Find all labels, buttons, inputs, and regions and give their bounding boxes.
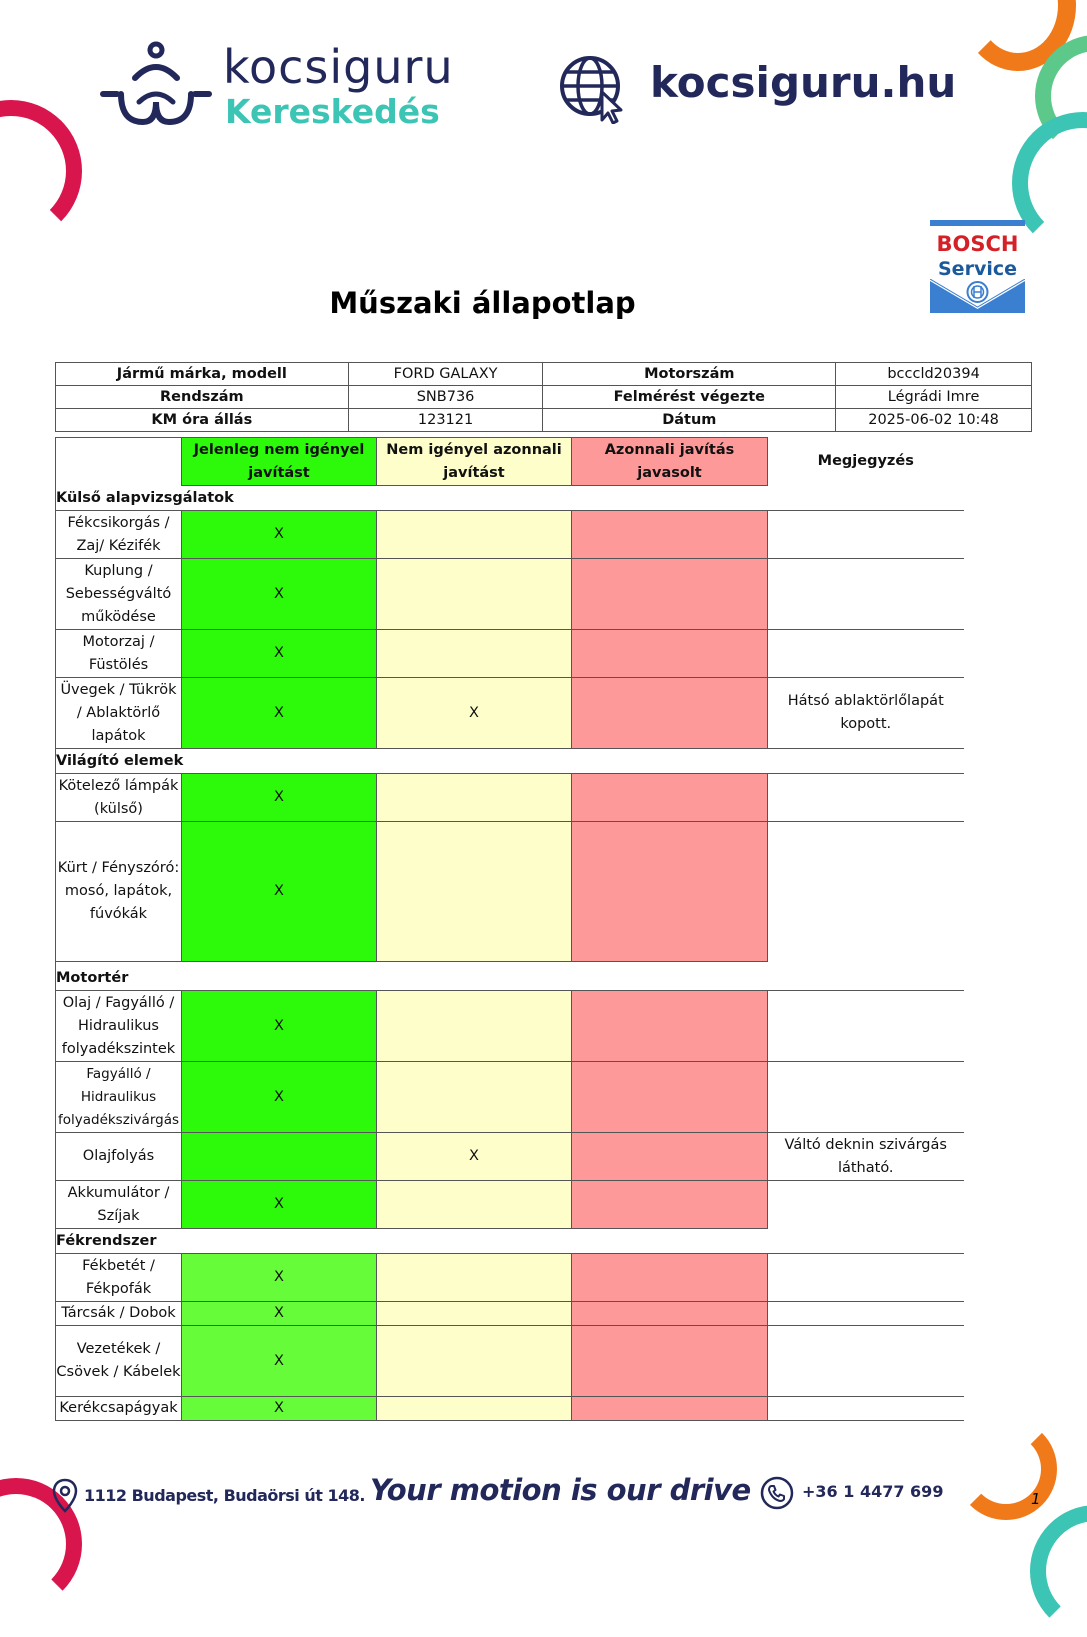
item-name: Olajfolyás	[56, 1133, 182, 1181]
not-urgent-cell	[377, 559, 572, 630]
urgent-cell	[572, 559, 768, 630]
ok-cell: X	[182, 991, 377, 1062]
table-row	[56, 630, 964, 678]
make-model-value: FORD GALAXY	[348, 363, 543, 386]
odometer-label: KM óra állás	[56, 409, 349, 432]
item-name: Kötelező lámpák (külső)	[56, 774, 182, 822]
inspector-value: Légrádi Imre	[836, 386, 1032, 409]
urgent-cell	[572, 630, 768, 678]
make-model-label: Jármű márka, modell	[56, 363, 349, 386]
urgent-cell	[572, 774, 768, 822]
not-urgent-cell	[377, 774, 572, 822]
ok-cell: X	[182, 1302, 377, 1326]
table-row	[56, 774, 964, 822]
ok-cell: X	[182, 559, 377, 630]
note-cell: Váltó deknin szivárgás látható.	[768, 1133, 964, 1181]
item-name: Kuplung / Sebességváltó működése	[56, 559, 182, 630]
note-cell	[768, 1181, 964, 1229]
item-name: Vezetékek / Csövek / Kábelek	[56, 1326, 182, 1397]
ok-cell: X	[182, 1326, 377, 1397]
header-not-urgent: Nem igényel azonnali javítást	[377, 438, 572, 486]
not-urgent-cell: X	[377, 678, 572, 749]
inspection-table	[55, 437, 964, 1421]
urgent-cell	[572, 1133, 768, 1181]
table-header-row	[56, 438, 964, 486]
inspector-label: Felmérést végezte	[543, 386, 836, 409]
urgent-cell	[572, 1326, 768, 1397]
date-value: 2025-06-02 10:48	[836, 409, 1032, 432]
urgent-cell	[572, 1254, 768, 1302]
urgent-cell	[572, 822, 768, 962]
note-cell	[768, 511, 964, 559]
header-note: Megjegyzés	[817, 453, 914, 469]
not-urgent-cell: X	[377, 1133, 572, 1181]
brand-subtitle: Kereskedés	[225, 92, 440, 131]
website-url: kocsiguru.hu	[650, 58, 957, 107]
urgent-cell	[572, 511, 768, 559]
section-title: Külső alapvizsgálatok	[56, 486, 964, 511]
section-row	[56, 962, 964, 991]
section-row	[56, 749, 964, 774]
urgent-cell	[572, 1397, 768, 1421]
section-row	[56, 1229, 964, 1254]
not-urgent-cell	[377, 991, 572, 1062]
urgent-cell	[572, 991, 768, 1062]
not-urgent-cell	[377, 1181, 572, 1229]
not-urgent-cell	[377, 1397, 572, 1421]
table-row	[56, 1181, 964, 1229]
phone-icon	[760, 1476, 794, 1510]
info-row	[56, 409, 1032, 432]
ok-cell: X	[182, 822, 377, 962]
bosch-service-text: Service	[938, 258, 1017, 280]
note-cell	[768, 991, 964, 1062]
note-cell	[768, 630, 964, 678]
item-name: Olaj / Fagyálló / Hidraulikus folyadékszintek	[56, 991, 182, 1062]
note-cell	[768, 1302, 964, 1326]
not-urgent-cell	[377, 630, 572, 678]
address-text: 1112 Budapest, Budaörsi út 148.	[84, 1486, 365, 1505]
not-urgent-cell	[377, 1326, 572, 1397]
header-blank	[56, 438, 182, 486]
globe-cursor-icon	[558, 54, 628, 124]
ok-cell: X	[182, 511, 377, 559]
note-cell	[768, 774, 964, 822]
item-name: Fagyálló / Hidraulikus folyadékszivárgás	[56, 1062, 182, 1133]
section-row	[56, 486, 964, 511]
table-row	[56, 1326, 964, 1397]
ok-cell: X	[182, 1397, 377, 1421]
location-pin-icon	[52, 1478, 78, 1514]
brand-mark-icon	[95, 40, 217, 132]
item-name: Tárcsák / Dobok	[56, 1302, 182, 1326]
odometer-value: 123121	[348, 409, 543, 432]
brand-name: kocsiguru	[223, 40, 454, 94]
not-urgent-cell	[377, 822, 572, 962]
engine-number-label: Motorszám	[543, 363, 836, 386]
ok-cell: X	[182, 1254, 377, 1302]
note-cell	[768, 1326, 964, 1397]
item-name: Kürt / Fényszóró: mosó, lapátok, fúvókák	[56, 822, 182, 962]
note-cell	[768, 559, 964, 630]
bosch-brand-text: BOSCH	[936, 232, 1019, 256]
urgent-cell	[572, 1181, 768, 1229]
website-logo	[558, 52, 958, 126]
section-title: Motortér	[56, 962, 964, 991]
table-row	[56, 1302, 964, 1326]
page-title: Műszaki állapotlap	[329, 286, 636, 320]
item-name: Kerékcsapágyak	[56, 1397, 182, 1421]
table-row	[56, 678, 964, 749]
ok-cell: X	[182, 1181, 377, 1229]
section-title: Világító elemek	[56, 749, 964, 774]
ok-cell: X	[182, 630, 377, 678]
ok-cell: X	[182, 1062, 377, 1133]
table-row	[56, 991, 964, 1062]
item-name: Üvegek / Tükrök / Ablaktörlő lapátok	[56, 678, 182, 749]
not-urgent-cell	[377, 1254, 572, 1302]
header-ok: Jelenleg nem igényel javítást	[182, 438, 377, 486]
corner-decoration-orange-bottom-right	[955, 1418, 1057, 1520]
vehicle-info-table	[55, 362, 1032, 432]
date-label: Dátum	[543, 409, 836, 432]
kocsiguru-logo	[95, 38, 475, 138]
item-name: Fékbetét / Fékpofák	[56, 1254, 182, 1302]
note-cell	[768, 1062, 964, 1133]
table-row	[56, 1062, 964, 1133]
item-name: Fékcsikorgás / Zaj/ Kézifék	[56, 511, 182, 559]
item-name: Motorzaj / Füstölés	[56, 630, 182, 678]
note-cell	[768, 1397, 964, 1421]
note-cell	[768, 822, 964, 962]
urgent-cell	[572, 678, 768, 749]
page-number: 1	[1031, 1490, 1041, 1508]
phone-number: +36 1 4477 699	[802, 1482, 944, 1501]
section-title: Fékrendszer	[56, 1229, 964, 1254]
not-urgent-cell	[377, 1302, 572, 1326]
urgent-cell	[572, 1302, 768, 1326]
corner-decoration-crimson-top-left	[0, 100, 82, 242]
note-cell	[768, 1254, 964, 1302]
urgent-cell	[572, 1062, 768, 1133]
not-urgent-cell	[377, 1062, 572, 1133]
ok-cell: X	[182, 678, 377, 749]
ok-cell	[182, 1133, 377, 1181]
table-row	[56, 1397, 964, 1421]
slogan: Your motion is our drive	[370, 1473, 751, 1507]
corner-decoration-teal-bottom-right	[1030, 1505, 1087, 1637]
table-row	[56, 1254, 964, 1302]
ok-cell: X	[182, 774, 377, 822]
table-row	[56, 822, 964, 962]
plate-label: Rendszám	[56, 386, 349, 409]
info-row	[56, 386, 1032, 409]
engine-number-value: bcccld20394	[836, 363, 1032, 386]
not-urgent-cell	[377, 511, 572, 559]
info-row	[56, 363, 1032, 386]
table-row	[56, 511, 964, 559]
table-row	[56, 1133, 964, 1181]
plate-value: SNB736	[348, 386, 543, 409]
note-cell: Hátsó ablaktörlőlapát kopott.	[768, 678, 964, 749]
item-name: Akkumulátor / Szíjak	[56, 1181, 182, 1229]
header-urgent: Azonnali javítás javasolt	[572, 438, 768, 486]
table-row	[56, 559, 964, 630]
